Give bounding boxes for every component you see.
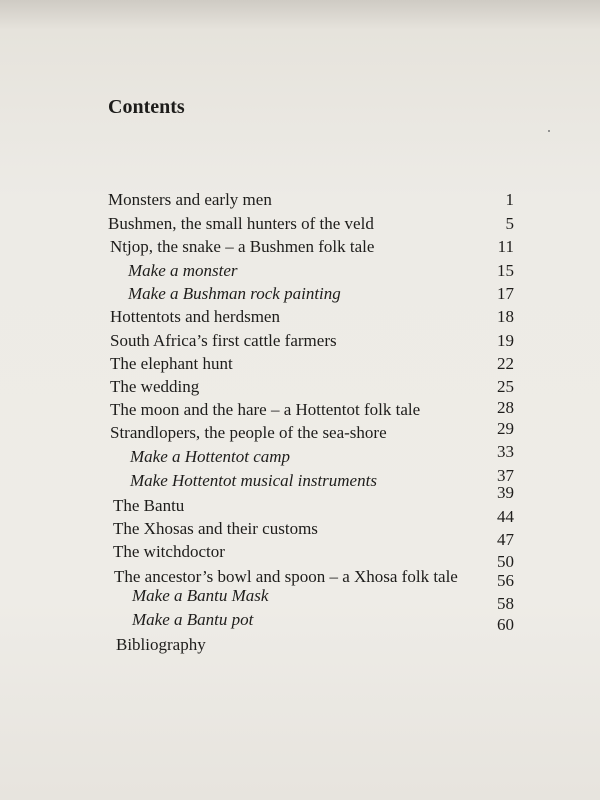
toc-entry-page: 29 [497,419,514,438]
toc-entry-title: Strandlopers, the people of the sea-shore [110,423,387,442]
toc-entry-page: 39 [497,483,514,502]
toc-entry-title: Bibliography [116,635,206,654]
toc-entry-page: 5 [505,214,514,233]
toc-entry-page: 1 [505,190,514,209]
toc-entry [0,190,600,212]
toc-entry-page: 11 [497,237,514,256]
toc-entry-page: 33 [497,442,514,461]
toc-entry-page: 19 [497,331,514,350]
toc-entry-title: The wedding [110,377,200,396]
toc-entry-title: Make Hottentot musical instruments [130,471,377,490]
toc-entry-title: The elephant hunt [110,354,233,373]
toc-entry-page: 37 [497,466,514,485]
contents-title: Contents [108,96,185,118]
toc-entry [0,307,600,329]
toc-entry [0,261,600,283]
toc-entry-title: Monsters and early men [108,190,272,209]
toc-entry-title: Make a Bushman rock painting [128,284,341,303]
toc-entry-page: 58 [497,594,514,613]
toc-entry [0,214,600,236]
toc-entry-page: 17 [497,284,514,303]
toc-entry-page: 28 [497,398,514,417]
toc-entry-page: 50 [497,552,514,571]
toc-entry-title: Make a Bantu Mask [132,586,269,605]
toc-entry-title: Make a monster [128,261,238,280]
toc-entry [0,354,600,376]
toc-entry [0,331,600,353]
toc-entry-page: 22 [497,354,514,373]
toc-entry-title: The ancestor’s bowl and spoon – a Xhosa folk tale [114,567,458,586]
toc-entry-page: 25 [497,377,514,396]
toc-entry-title: The moon and the hare – a Hottentot folk tale [110,400,421,419]
toc-entry-title: The witchdoctor [113,542,225,561]
toc-entry-page: 44 [497,507,514,526]
toc-entry-title: Hottentots and herdsmen [110,307,280,326]
toc-entry-page: 18 [497,307,514,326]
toc-entry-title: Ntjop, the snake – a Bushmen folk tale [110,237,375,256]
toc-entry [0,237,600,259]
toc-entry-title: South Africa’s first cattle farmers [110,331,337,350]
toc-entry-page: 56 [497,571,514,590]
toc-entry-title: Make a Hottentot camp [130,447,291,466]
toc-entry-title: Bushmen, the small hunters of the veld [108,214,374,233]
toc-entry-page: 60 [497,615,514,634]
toc-entry-page: 47 [497,530,514,549]
toc-entry [0,377,600,399]
toc-entry-page: 15 [497,261,514,280]
toc-entry-title: Make a Bantu pot [132,610,254,629]
page-speck [548,130,550,132]
toc-entry [0,284,600,306]
toc-entry-title: The Xhosas and their customs [113,519,318,538]
toc-entry-title: The Bantu [113,496,185,515]
